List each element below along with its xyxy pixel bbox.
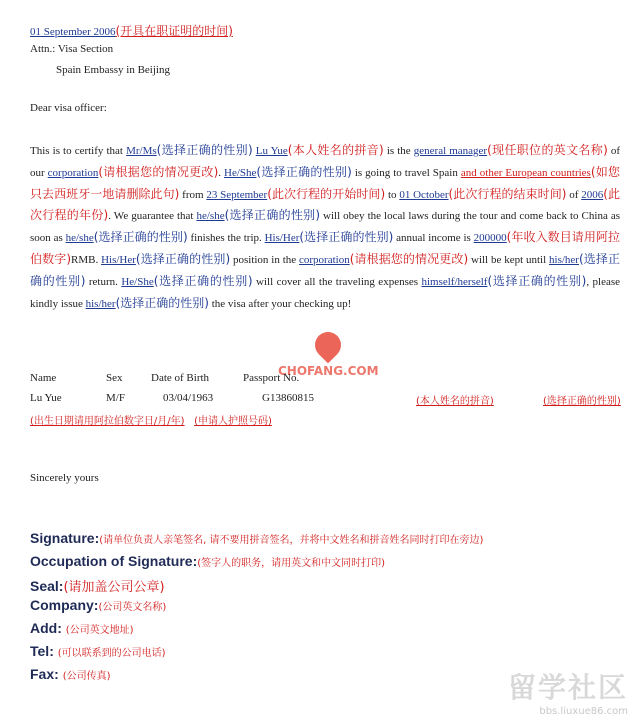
occupation-note: (签字人的职务，请用英文和中文同时打印) <box>197 558 386 569</box>
pronoun-field: his/her <box>85 297 116 310</box>
trip-start-date: 23 September <box>206 188 268 201</box>
occupation-label: Occupation of Signature: <box>30 553 198 569</box>
pronoun-field: His/Her <box>101 253 136 266</box>
company-label: Company: <box>30 597 99 613</box>
title-field: Mr/Ms <box>126 145 157 157</box>
income-note: (年收入数目请用阿拉伯数字) <box>30 230 620 266</box>
attention-line: Attn.: Visa Section <box>30 43 114 55</box>
occupation-line <box>30 553 385 569</box>
start-date-note: (此次行程的开始时间) <box>267 186 386 201</box>
logo-title: 留学社区 <box>507 671 628 704</box>
letter-date-line <box>30 22 233 39</box>
company-note: (请根据您的情况更改) <box>349 251 469 266</box>
para-text: will be kept until <box>468 253 550 266</box>
gender-note: (选择正确的性别) <box>224 208 321 223</box>
year-note: (此次行程的年份) <box>30 186 620 223</box>
para-text: will obey the local laws during the tour and come back to China as soon as <box>30 210 621 245</box>
employee-name: Lu Yue <box>255 145 288 157</box>
letter-date: 01 September 2006 <box>30 26 116 38</box>
watermark-text: CHOFANG.COM <box>278 364 379 378</box>
para-text: to <box>385 188 400 201</box>
para-text: , please kindly issue <box>30 275 621 310</box>
pronoun-field: he/she <box>65 232 94 245</box>
para-text: from <box>179 188 207 201</box>
gender-note: (选择正确的性别) <box>135 251 231 266</box>
para-text: return. <box>85 275 122 288</box>
gender-note: (选择正确的性别) <box>156 143 253 157</box>
tel-note: (可以联系到的公司电话) <box>57 648 166 659</box>
seal-line <box>30 576 165 595</box>
salutation: Dear visa officer: <box>30 102 107 114</box>
gender-note: (选择正确的性别) <box>487 273 587 288</box>
seal-note: (请加盖公司公章) <box>63 580 165 595</box>
certification-paragraph <box>30 140 620 314</box>
table-header-passport: Passport No. <box>243 372 300 384</box>
end-date-note: (此次行程的结束时间) <box>448 186 567 201</box>
table-cell-dob: 03/04/1963 <box>163 392 214 404</box>
para-text: position in the <box>230 253 299 266</box>
table-header-dob: Date of Birth <box>151 372 210 384</box>
tel-line <box>30 643 166 659</box>
embassy-line: Spain Embassy in Beijing <box>56 64 170 76</box>
company-line <box>30 597 166 613</box>
pronoun-field: himself/herself <box>421 275 488 288</box>
table-header-sex: Sex <box>106 372 123 384</box>
site-logo <box>478 666 628 722</box>
position-note: (现任职位的英文名称) <box>487 143 608 157</box>
table-cell-passport: G13860815 <box>262 392 314 404</box>
pronoun-field: He/She <box>121 275 154 288</box>
map-pin-icon <box>310 327 347 364</box>
trip-end-date: 01 October <box>399 188 449 201</box>
pronoun-field: he/she <box>196 210 225 223</box>
gender-note: (选择正确的性别) <box>256 164 352 179</box>
table-cell-name: Lu Yue <box>30 392 62 404</box>
fax-label: Fax: <box>30 666 59 682</box>
tel-label: Tel: <box>30 643 54 659</box>
gender-note: (选择正确的性别) <box>115 295 209 310</box>
employee-position: general manager <box>413 145 488 157</box>
pronoun-field: His/Her <box>264 232 300 245</box>
countries-field: and other European countries <box>460 166 591 179</box>
logo-url: bbs.liuxue86.com <box>539 706 628 717</box>
company-field: corporation <box>299 253 350 266</box>
para-text: is the <box>383 145 414 157</box>
table-cell-sex: M/F <box>106 392 125 404</box>
para-text: is going to travel Spain <box>351 166 461 179</box>
table-note-dob: (出生日期请用阿拉伯数字日/月/年) <box>30 416 185 427</box>
para-text: the visa after your checking up! <box>208 297 352 310</box>
para-text: This is to certify that <box>30 145 127 157</box>
gender-note: (选择正确的性别) <box>93 230 188 245</box>
trip-year: 2006 <box>581 188 604 201</box>
letter-date-note: (开具在职证明的时间) <box>115 24 233 38</box>
table-header-name: Name <box>30 372 57 384</box>
para-text: annual income is <box>393 232 474 245</box>
table-note-name: (本人姓名的拼音) <box>416 396 494 407</box>
address-line <box>30 620 134 636</box>
table-note-row2 <box>30 412 272 427</box>
para-text: . We guarantee that <box>108 210 197 223</box>
fax-note: (公司传真) <box>62 671 111 682</box>
pronoun-field: his/her <box>549 253 579 266</box>
address-label: Add: <box>30 620 62 636</box>
para-text: . <box>218 166 225 179</box>
company-name-note: (公司英文名称) <box>98 602 167 613</box>
company-field: corporation <box>47 166 99 179</box>
fax-line <box>30 666 111 682</box>
para-text: finishes the trip. <box>187 232 265 245</box>
signature-note: (请单位负责人亲笔签名, 请不要用拼音签名，并将中文姓名和拼音姓名同时打印在旁边) <box>99 535 484 546</box>
signature-label: Signature: <box>30 530 100 546</box>
company-note: (请根据您的情况更改) <box>98 164 219 179</box>
pronoun-field: He/She <box>224 166 257 179</box>
gender-note: (选择正确的性别) <box>299 230 394 245</box>
table-note-sex: (选择正确的性别) <box>543 396 621 407</box>
signature-line <box>30 530 483 546</box>
closing-line: Sincerely yours <box>30 472 99 484</box>
para-text: will cover all the traveling expenses <box>252 275 422 288</box>
para-text: RMB. <box>71 253 102 266</box>
para-text: of <box>566 188 582 201</box>
annual-income: 200000 <box>473 232 507 245</box>
name-note: (本人姓名的拼音) <box>287 143 384 157</box>
gender-note: (选择正确的性别) <box>30 251 620 288</box>
countries-note: (如您只去西班牙一地请删除此句) <box>30 164 621 201</box>
para-text: of our <box>30 145 621 179</box>
gender-note: (选择正确的性别) <box>153 273 253 288</box>
address-note: (公司英文地址) <box>65 625 134 636</box>
table-note-passport: (申请人护照号码) <box>194 416 272 427</box>
seal-label: Seal: <box>30 578 64 594</box>
